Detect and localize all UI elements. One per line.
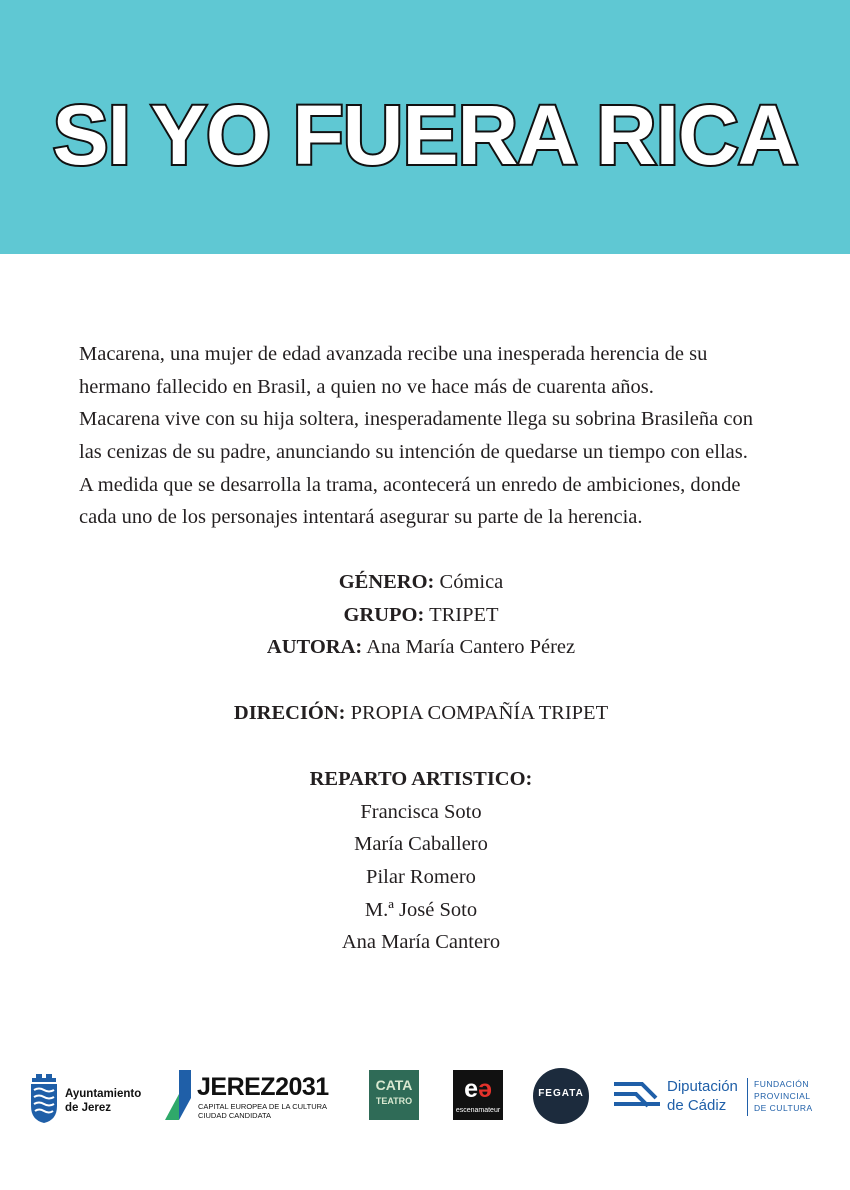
diputacion-divider (747, 1078, 748, 1116)
fundacion-line1: FUNDACIÓN (754, 1079, 810, 1089)
genre-label: GÉNERO: (338, 571, 435, 593)
direction-label: DIRECIÓN: (233, 702, 346, 724)
diputacion-logo (612, 1072, 817, 1124)
crown-shield-icon (28, 1072, 60, 1124)
diputacion-wave-icon (612, 1076, 664, 1116)
cast-block (0, 763, 842, 959)
cast-heading: REPARTO ARTISTICO: (309, 768, 533, 790)
synopsis-line: hermano fallecido en Brasil, a quien no ve hace más de cuarenta años. (79, 375, 654, 398)
jerez2031-mark-icon (165, 1070, 193, 1120)
ayuntamiento-line2: de Jerez (65, 1102, 112, 1114)
genre-row (0, 566, 842, 599)
jerez2031-logo (165, 1070, 340, 1122)
poster-title: SI YO FUERA RICA (52, 88, 798, 182)
escenamateur-label: escenamateur (455, 1107, 501, 1114)
fegata-logo (533, 1068, 589, 1124)
jerez2031-subtitle1: CAPITAL EUROPEA DE LA CULTURA (198, 1102, 328, 1111)
ayuntamiento-line1: Ayuntamiento (65, 1088, 142, 1100)
cast-member: Pilar Romero (366, 866, 476, 889)
synopsis (79, 338, 769, 534)
cast-member: Francisca Soto (360, 800, 482, 823)
synopsis-line: cada uno de los personajes intentará asegurar su parte de la herencia. (79, 506, 643, 529)
author-label: AUTORA: (266, 636, 363, 659)
synopsis-line: Macarena, una mujer de edad avanzada recibe una inesperada herencia de su (79, 343, 708, 365)
group-label: GRUPO: (343, 603, 425, 626)
ayuntamiento-logo (28, 1072, 163, 1124)
escenamateur-mark-icon: eə (464, 1075, 492, 1103)
fundacion-line2: PROVINCIAL (754, 1091, 811, 1101)
diputacion-line1: Diputación (667, 1078, 738, 1095)
synopsis-line: las cenizas de su padre, anunciando su intención de quedarse un tiempo con ellas. (79, 441, 748, 464)
genre-value: Cómica (434, 571, 504, 593)
jerez2031-title: JEREZ2031 (197, 1073, 329, 1101)
cata-line2: TEATRO (375, 1096, 413, 1106)
diputacion-line2: de Cádiz (667, 1097, 727, 1114)
cata-teatro-logo (369, 1070, 419, 1120)
synopsis-line: Macarena vive con su hija soltera, inesperadamente llega su sobrina Brasileña con (79, 408, 753, 431)
group-value: TRIPET (424, 603, 499, 626)
group-row (0, 599, 842, 632)
direction-value: PROPIA COMPAÑÍA TRIPET (345, 702, 609, 724)
author-row (0, 631, 842, 664)
cata-line1: CATA (375, 1077, 413, 1093)
escenamateur-logo (453, 1070, 503, 1120)
fegata-label: FEGATA (538, 1088, 584, 1099)
cast-member: Ana María Cantero (341, 931, 501, 954)
sponsor-logos (0, 1060, 850, 1140)
synopsis-line: A medida que se desarrolla la trama, acontecerá un enredo de ambiciones, donde (79, 473, 741, 496)
author-value: Ana María Cantero Pérez (362, 636, 576, 659)
fundacion-line3: DE CULTURA (754, 1103, 813, 1113)
cast-member: María Caballero (354, 833, 488, 856)
jerez2031-subtitle2: CIUDAD CANDIDATA (198, 1111, 272, 1120)
cast-member: M.ª José Soto (364, 898, 478, 921)
direction-row (0, 697, 842, 730)
credits-block (0, 566, 842, 664)
